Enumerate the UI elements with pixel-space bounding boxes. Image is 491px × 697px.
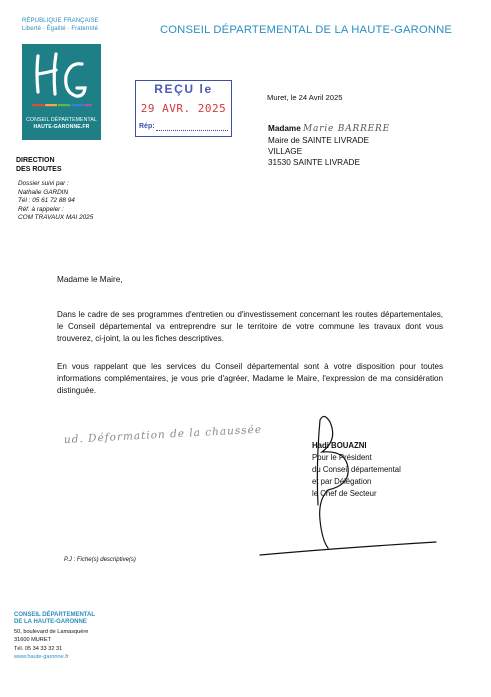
department-logo [22, 44, 101, 140]
body-paragraph-1: Dans le cadre de ses programmes d'entretien ou d'investissement concernant les routes départementales, le Conseil départemental va entreprendre sur le territoire de votre commune les travaux dont vous trouverez, ci-joint, la ou les fiches descriptives. [57, 310, 443, 343]
header-title: CONSEIL DÉPARTEMENTAL DE LA HAUTE-GARONNE [160, 24, 453, 36]
logo-caption-2: HAUTE-GARONNE.FR [33, 124, 90, 130]
signer-line-2: Pour le Président [312, 453, 372, 462]
footer-org-line-1: CONSEIL DÉPARTEMENTAL [14, 612, 96, 618]
republic-line: RÉPUBLIQUE FRANÇAISE [22, 18, 99, 24]
footer-address-1: 50, boulevard de Lamasquère [14, 629, 89, 635]
direction-label [16, 157, 62, 174]
republic-motto: Liberté · Égalité · Fraternité [22, 26, 99, 32]
handwritten-note: ud. Déformation de la chaussée [63, 423, 263, 446]
footer-address-2: 31600 MURET [14, 637, 51, 643]
stamp-date: 29 AVR. 2025 [140, 102, 227, 115]
footer-org [14, 612, 95, 626]
dossier-line-4: Réf. à rappeler : [18, 205, 64, 213]
stamp-reply-dots [156, 130, 228, 131]
footer-website-link[interactable]: www.haute-garonne.fr [14, 654, 69, 660]
body-paragraph-2: En vous rappelant que les services du Conseil départemental sont à votre disposition pour toutes informations complémentaires, je vous prie d'agréer, Madame le Maire, l'expression de ma considération distinguée. [57, 362, 443, 395]
signature-block [312, 440, 401, 500]
direction-line-1: DIRECTION [16, 157, 55, 164]
signer-line-5: le Chef de Secteur [312, 489, 377, 498]
recipient-line-1 [268, 124, 390, 135]
dossier-line-5: COM TRAVAUX MAI 2025 [18, 214, 94, 222]
hg-logo-icon [22, 44, 101, 114]
footer-phone: Tél. 05 34 33 32 31 [14, 646, 63, 652]
recipient-handwritten-name: Marie BARRERE [303, 124, 390, 134]
dossier-line-3: Tél : 05 61 72 88 94 [18, 197, 75, 205]
dossier-line-2: Nathalie GARDIN [18, 188, 69, 196]
recipient-line-3: VILLAGE [268, 147, 303, 156]
salutation: Madame le Maire, [57, 275, 123, 284]
stamp-reply-label: Rép: [139, 123, 155, 130]
recipient-line-2: Maire de SAINTE LIVRADE [268, 136, 370, 145]
letter-date: Muret, le 24 Avril 2025 [267, 93, 343, 102]
received-stamp [135, 80, 232, 137]
signer-line-3: du Conseil départemental [312, 465, 401, 474]
direction-line-2: DES ROUTES [16, 165, 62, 173]
recipient-line-4: 31530 SAINTE LIVRADE [268, 158, 360, 167]
dossier-info [18, 180, 93, 223]
logo-caption-1: CONSEIL DÉPARTEMENTAL [26, 117, 97, 123]
signer-line-4: et par Délégation [312, 477, 372, 486]
signer-name: Hadi BOUAZNI [312, 441, 367, 450]
recipient-title: Madame [268, 124, 301, 133]
enclosures: P.J : Fiche(s) descriptive(s) [64, 557, 136, 563]
dossier-line-1: Dossier suivi par : [18, 180, 69, 187]
footer-org-line-2: DE LA HAUTE-GARONNE [14, 619, 87, 626]
stamp-title: REÇU le [154, 82, 213, 96]
